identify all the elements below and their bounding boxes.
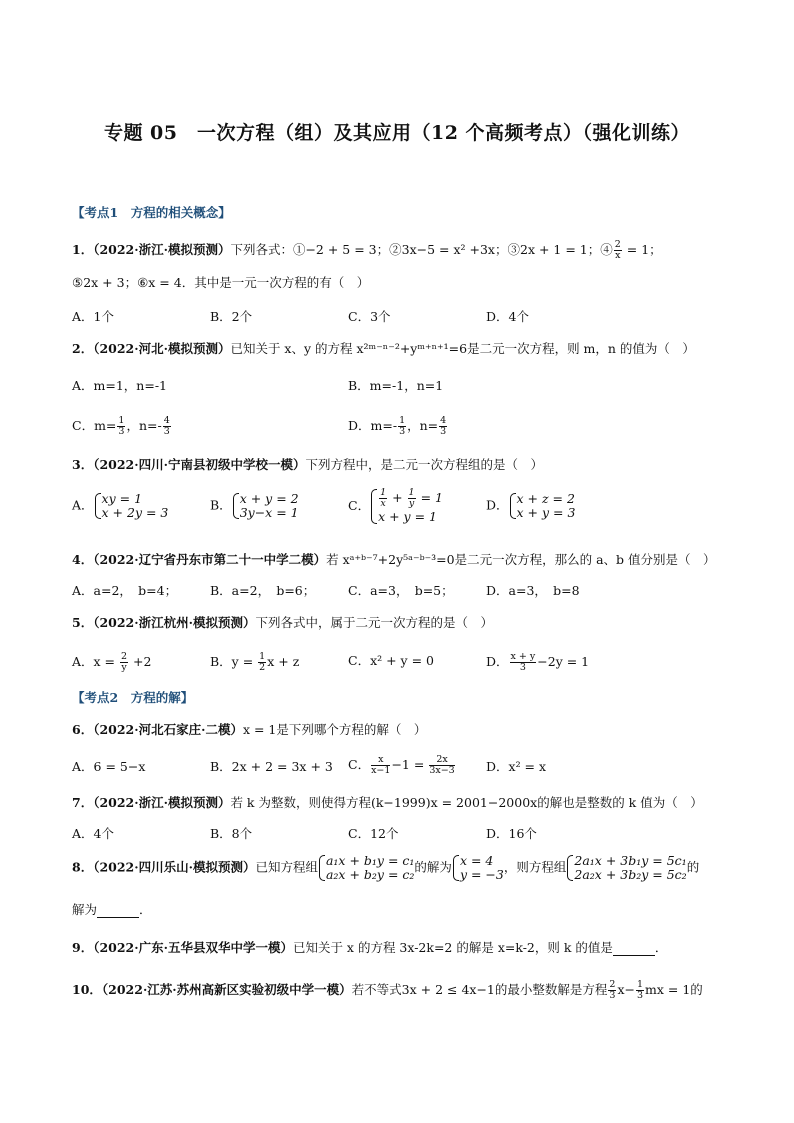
question-text: 下列方程中，是二元一次方程组的是（ ） (305, 457, 543, 472)
option-b: B．8个 (210, 826, 253, 841)
question-source: （2022·河北·模拟预测） (93, 341, 231, 356)
question-8: 8．（2022·四川乐山·模拟预测）已知方程组 a₁x + b₁y = c₁ a₂x + b₂y = c₂ 的解为 x = 4 y = −3 ，则方程组 2a₁x + 3b₁y = 5c₁ 2a₂x + 3b₂y = 5c₂ 的 (72, 853, 700, 882)
question-text: 若 k 为整数，则使得方程(k−1999)x = 2001−2000x的解也是整数的 k 值为（ ） (230, 795, 703, 810)
question-source: （2022·浙江杭州·模拟预测） (93, 615, 256, 630)
option-a: A．a=2， b=4； (72, 583, 178, 598)
question-2 (72, 341, 695, 357)
option-d: D． x + z = 2 x + y = 3 (486, 491, 576, 520)
question-number: 2． (72, 341, 94, 356)
answer-blank[interactable] (613, 943, 655, 956)
question-text: 下列各式中，属于二元一次方程的是（ ） (255, 615, 493, 630)
option-c: C．x² + y = 0 (348, 653, 434, 668)
question-number: 4． (72, 552, 94, 567)
option-a: A．4个 (72, 826, 114, 841)
option-c: C．m= $\frac{1}{3}$ ，n=- $\frac{4}{3}$ (72, 415, 170, 437)
question-8-line2: 解为 ． (72, 902, 152, 917)
question-7 (72, 795, 703, 811)
question-text-end: = 1； (622, 242, 662, 257)
option-a: A． xy = 1 x + 2y = 3 (72, 491, 169, 520)
option-b: B．m=-1，n=1 (348, 378, 444, 393)
question-number: 10． (72, 982, 102, 997)
option-c: C．12个 (348, 826, 399, 841)
option-a: A．1个 (72, 309, 114, 324)
option-a: A．x = $\frac{2}{y}$ +2 (72, 651, 152, 673)
section-heading-2: 【考点2 方程的解】 (72, 690, 194, 705)
question-source: （2022·河北石家庄·二模） (93, 722, 243, 737)
option-b: B．2x + 2 = 3x + 3 (210, 759, 333, 774)
question-source: （2022·广东·五华县双华中学一模） (93, 940, 293, 955)
option-d: D．16个 (486, 826, 537, 841)
question-5 (72, 615, 493, 631)
question-1 (72, 240, 662, 261)
question-text: x = 1是下列哪个方程的解（ ） (242, 722, 427, 737)
question-source: （2022·四川乐山·模拟预测） (93, 859, 256, 875)
option-c: C．3个 (348, 309, 391, 324)
option-d: D．a=3， b=8 (486, 583, 580, 598)
question-number: 1． (72, 242, 94, 257)
section-heading-1: 【考点1 方程的相关概念】 (72, 205, 231, 220)
option-c: C． $\frac{x}{x-1}$ −1 = $\frac{2x}{3x-3}$ (348, 754, 455, 776)
option-b: B．y = $\frac{1}{2}$ x + z (210, 651, 300, 673)
question-source: （2022·江苏·苏州高新区实验初级中学一模） (101, 982, 352, 997)
question-number: 7． (72, 795, 94, 810)
question-number: 9． (72, 940, 94, 955)
option-b: B．a=2， b=6； (210, 583, 316, 598)
option-a: A．6 = 5−x (72, 759, 146, 774)
answer-blank[interactable] (97, 905, 139, 918)
option-c: C． $\frac{1}{x}$ + $\frac{1}{y}$ = 1 x + y = 1 (348, 487, 443, 524)
option-d: D．4个 (486, 309, 529, 324)
option-b: B．2个 (210, 309, 253, 324)
question-number: 5． (72, 615, 94, 630)
question-text: 已知关于 x、y 的方程 x²ᵐ⁻ⁿ⁻²+yᵐ⁺ⁿ⁺¹=6是二元一次方程，则 m，n 的值为（ ） (230, 341, 695, 356)
question-number: 8． (72, 859, 94, 875)
question-text: 下列各式：①−2 + 5 = 3；②3x−5 = x² +3x；③2x + 1 = 1；④ (230, 242, 613, 257)
question-number: 6． (72, 722, 94, 737)
question-1-line2: ⑤2x + 3；⑥x = 4．其中是一元一次方程的有（ ） (72, 275, 370, 290)
question-text: 若 xᵃ⁺ᵇ⁻⁷+2y⁵ᵃ⁻ᵇ⁻³=0是二元一次方程，那么的 a、b 值分别是（ ） (326, 552, 716, 567)
question-3 (72, 457, 543, 473)
option-a: A．m=1，n=-1 (72, 378, 168, 393)
question-6 (72, 722, 426, 738)
question-source: （2022·浙江·模拟预测） (93, 242, 231, 257)
question-text: 已知关于 x 的方程 3x-2k=2 的解是 x=k-2，则 k 的值是 (292, 940, 613, 955)
question-9: 9．（2022·广东·五华县双华中学一模）已知关于 x 的方程 3x-2k=2 的解是 x=k-2，则 k 的值是 ． (72, 940, 668, 955)
option-d: D．x² = x (486, 759, 547, 774)
option-d: D．m=- $\frac{1}{3}$ ，n= $\frac{4}{3}$ (348, 415, 447, 437)
fraction: $\frac{2}{x}$ (614, 239, 621, 261)
question-4 (72, 552, 716, 568)
question-10: 10．（2022·江苏·苏州高新区实验初级中学一模）若不等式3x + 2 ≤ 4x−1的最小整数解是方程 $\frac{2}{3}$ x− $\frac{1}{3}$ mx = 1的 (72, 979, 703, 1001)
option-d: D． $\frac{x + y}{3}$ −2y = 1 (486, 651, 590, 673)
question-source: （2022·辽宁省丹东市第二十一中学二模） (93, 552, 327, 567)
question-number: 3． (72, 457, 94, 472)
option-c: C．a=3， b=5； (348, 583, 454, 598)
question-source: （2022·四川·宁南县初级中学校一模） (93, 457, 306, 472)
question-source: （2022·浙江·模拟预测） (93, 795, 231, 810)
page-title: 专题 05 一次方程（组）及其应用（12 个高频考点）（强化训练） (103, 122, 691, 144)
option-b: B． x + y = 2 3y−x = 1 (210, 491, 299, 520)
question-text: 若不等式3x + 2 ≤ 4x−1的最小整数解是方程 (351, 982, 608, 997)
